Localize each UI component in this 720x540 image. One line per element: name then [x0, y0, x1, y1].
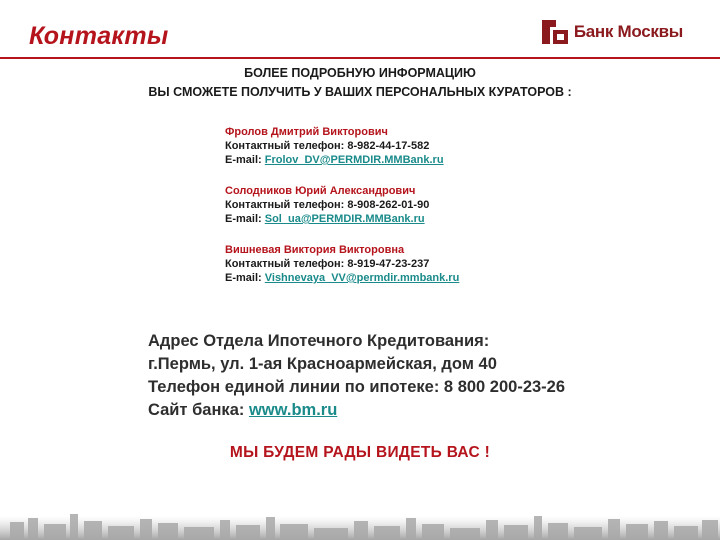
- curator-phone: [225, 139, 645, 153]
- website-link[interactable]: www.bm.ru: [248, 401, 338, 419]
- email-link[interactable]: Sol_ua@PERMDIR.MMBank.ru: [264, 213, 425, 225]
- curator-card: [225, 184, 645, 226]
- closing-message: МЫ БУДЕМ РАДЫ ВИДЕТЬ ВАС !: [229, 444, 491, 461]
- bank-logo[interactable]: [542, 20, 683, 44]
- curator-email: [225, 271, 645, 285]
- page-title: Контакты: [29, 22, 169, 50]
- curator-phone: [225, 257, 645, 271]
- header-divider: [0, 57, 720, 59]
- email-link[interactable]: Frolov_DV@PERMDIR.MMBank.ru: [264, 154, 444, 166]
- mortgage-hotline: Телефон единой линии по ипотеке: 8 800 200-23-26: [148, 378, 566, 396]
- bank-website: [148, 399, 565, 422]
- phone-label: Контактный телефон:: [225, 199, 345, 211]
- email-label: E-mail:: [225, 213, 262, 225]
- department-address-heading: Адрес Отдела Ипотечного Кредитования:: [148, 332, 490, 350]
- curator-name: Вишневая Виктория Викторовна: [225, 244, 405, 256]
- website-label: Сайт банка:: [148, 401, 245, 419]
- intro-line-1: БОЛЕЕ ПОДРОБНУЮ ИНФОРМАЦИЮ: [244, 66, 476, 80]
- city-skyline-illustration: [0, 490, 720, 540]
- email-label: E-mail:: [225, 272, 262, 284]
- curator-email: [225, 153, 645, 167]
- phone-label: Контактный телефон:: [225, 258, 345, 270]
- curator-card: [225, 125, 645, 167]
- curator-list: [225, 125, 645, 302]
- phone-number: 8-919-47-23-237: [347, 258, 430, 270]
- department-address: г.Пермь, ул. 1-ая Красноармейская, дом 40: [148, 355, 497, 373]
- department-info: [148, 330, 565, 422]
- curator-name: Солодников Юрий Александрович: [225, 185, 416, 197]
- email-link[interactable]: Vishnevaya_VV@permdir.mmbank.ru: [264, 272, 460, 284]
- intro-line-2: ВЫ СМОЖЕТЕ ПОЛУЧИТЬ У ВАШИХ ПЕРСОНАЛЬНЫХ КУРАТОРОВ :: [148, 85, 572, 99]
- curator-email: [225, 212, 645, 226]
- email-label: E-mail:: [225, 154, 262, 166]
- curator-name: Фролов Дмитрий Викторович: [225, 126, 388, 138]
- curator-phone: [225, 198, 645, 212]
- brand-name: Банк Москвы: [573, 22, 683, 41]
- phone-label: Контактный телефон:: [225, 140, 345, 152]
- phone-number: 8-982-44-17-582: [347, 140, 430, 152]
- bank-of-moscow-logo-icon: [542, 20, 568, 44]
- curator-card: [225, 243, 645, 285]
- intro-text: [0, 64, 720, 102]
- phone-number: 8-908-262-01-90: [347, 199, 430, 211]
